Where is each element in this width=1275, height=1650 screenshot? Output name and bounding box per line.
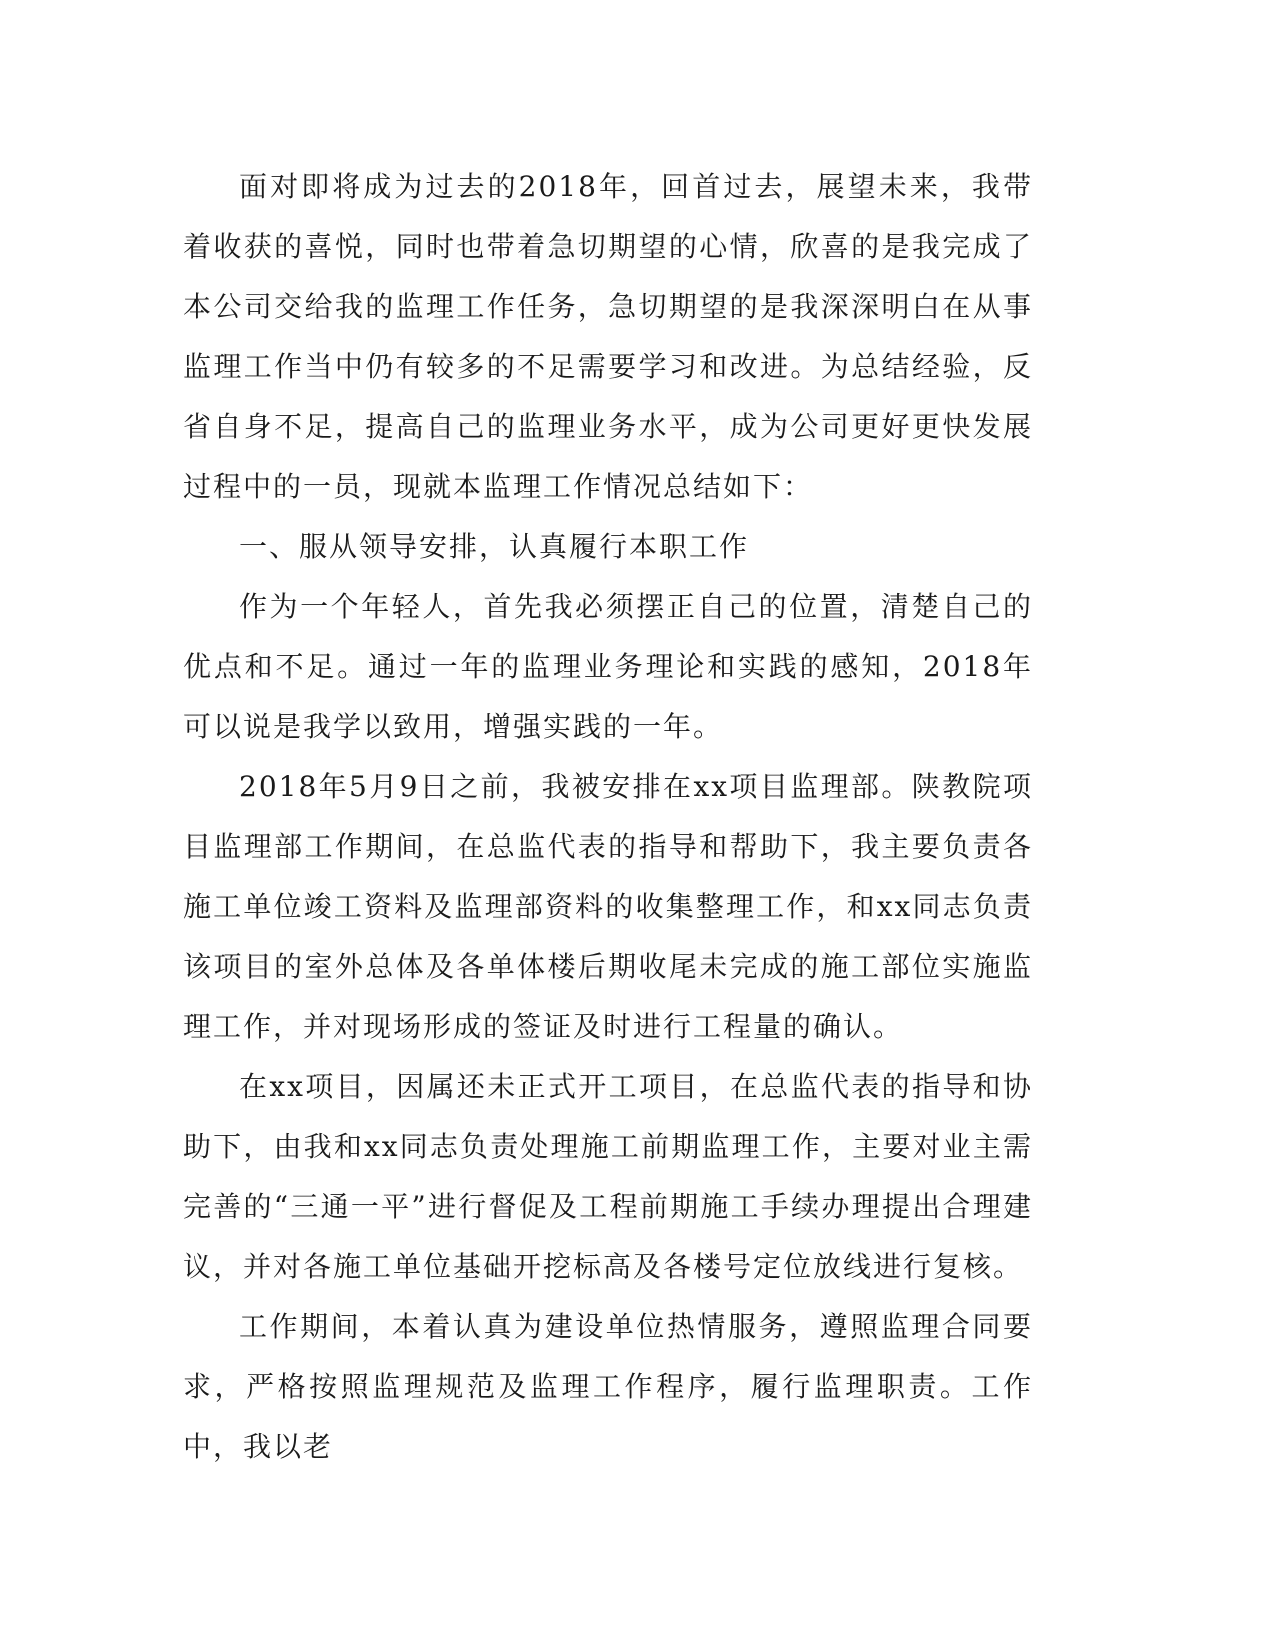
paragraph-project-preliminary: 在xx项目，因属还未正式开工项目，在总监代表的指导和协助下，由我和xx同志负责处理施工前期监理工作，主要对业主需完善的“三通一平”进行督促及工程前期施工手续办理提出合理建议，并对各施工单位基础开挖标高及各楼号定位放线进行复核。 xyxy=(183,1070,1033,1283)
paragraph-self-position: 作为一个年轻人，首先我必须摆正自己的位置，清楚自己的优点和不足。通过一年的监理业务理论和实践的感知，2018年可以说是我学以致用，增强实践的一年。 xyxy=(183,590,1033,743)
paragraph-work-period: 工作期间，本着认真为建设单位热情服务，遵照监理合同要求，严格按照监理规范及监理工作程序，履行监理职责。工作中，我以老 xyxy=(183,1310,1033,1463)
paragraph-project-assignment: 2018年5月9日之前，我被安排在xx项目监理部。陕教院项目监理部工作期间，在总监代表的指导和帮助下，我主要负责各施工单位竣工资料及监理部资料的收集整理工作，和xx同志负责该项目的室外总体及各单体楼后期收尾未完成的施工部位实施监理工作，并对现场形成的签证及时进行工程量的确认。 xyxy=(183,770,1033,1043)
section-heading-1: 一、服从领导安排，认真履行本职工作 xyxy=(239,530,750,563)
document-body xyxy=(183,157,1033,1477)
paragraph-intro: 面对即将成为过去的2018年，回首过去，展望未来，我带着收获的喜悦，同时也带着急切期望的心情，欣喜的是我完成了本公司交给我的监理工作任务，急切期望的是我深深明白在从事监理工作当中仍有较多的不足需要学习和改进。为总结经验，反省自身不足，提高自己的监理业务水平，成为公司更好更快发展过程中的一员，现就本监理工作情况总结如下： xyxy=(183,170,1033,503)
